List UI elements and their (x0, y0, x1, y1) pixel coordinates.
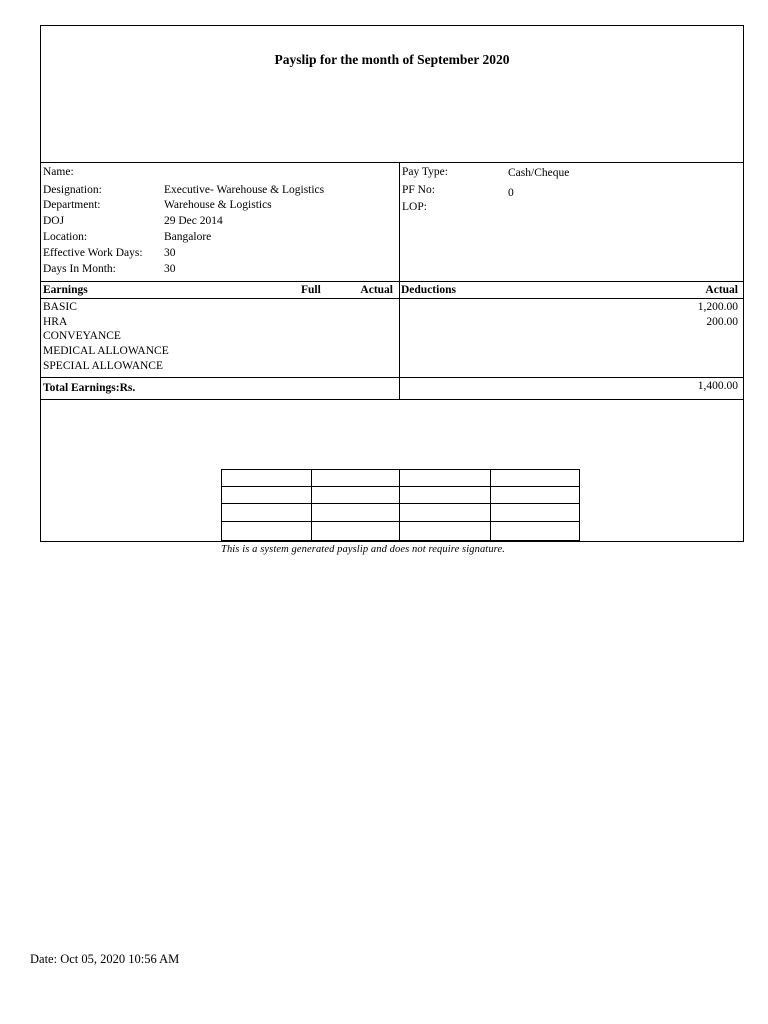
earning-item: SPECIAL ALLOWANCE (43, 360, 164, 372)
amount-value: 200.00 (706, 316, 738, 328)
grid-row-line (221, 503, 580, 504)
location-label: Location: (43, 231, 88, 243)
location-value: Bangalore (164, 231, 212, 243)
total-earnings-value: 1,400.00 (697, 380, 738, 392)
work-days-value: 30 (164, 247, 176, 259)
grid-col-line (399, 469, 400, 541)
amount-value: 1,200.00 (697, 301, 738, 313)
pay-type-value: Cash/Cheque (508, 167, 570, 179)
lop-label: LOP: (402, 201, 427, 213)
deductions-actual-header: Actual (705, 284, 738, 296)
department-value: Warehouse & Logistics (164, 199, 272, 211)
name-label: Name: (43, 166, 74, 178)
pf-value: 0 (508, 187, 514, 199)
full-header: Full (301, 284, 321, 296)
divider (40, 399, 744, 400)
doj-value: 29 Dec 2014 (164, 215, 223, 227)
column-divider (399, 162, 400, 399)
grid-row-line (221, 521, 580, 522)
page-title: Payslip for the month of September 2020 (274, 52, 510, 67)
total-earnings-label: Total Earnings:Rs. (43, 382, 136, 394)
earning-item: HRA (43, 316, 68, 328)
doj-label: DOJ (43, 215, 65, 227)
earning-item: BASIC (43, 301, 77, 313)
divider (40, 281, 744, 282)
designation-label: Designation: (43, 184, 102, 196)
system-generated-note: This is a system generated payslip and does not require signature. (221, 544, 505, 555)
days-in-month-value: 30 (164, 263, 176, 275)
divider (40, 162, 744, 163)
pf-label: PF No: (402, 184, 435, 196)
earning-item: CONVEYANCE (43, 330, 121, 342)
grid-col-line (311, 469, 312, 541)
divider (40, 377, 744, 378)
print-date: Date: Oct 05, 2020 10:56 AM (30, 952, 180, 966)
department-label: Department: (43, 199, 101, 211)
work-days-label: Effective Work Days: (43, 247, 143, 259)
pay-type-label: Pay Type: (402, 166, 448, 178)
days-in-month-label: Days In Month: (43, 263, 116, 275)
designation-value: Executive- Warehouse & Logistics (164, 184, 325, 196)
earnings-header: Earnings (43, 284, 88, 296)
divider (40, 298, 744, 299)
grid-row-line (221, 486, 580, 487)
deductions-header: Deductions (401, 284, 456, 296)
grid-col-line (490, 469, 491, 541)
summary-grid-border (221, 469, 580, 541)
actual-header: Actual (360, 284, 393, 296)
earning-item: MEDICAL ALLOWANCE (43, 345, 169, 357)
